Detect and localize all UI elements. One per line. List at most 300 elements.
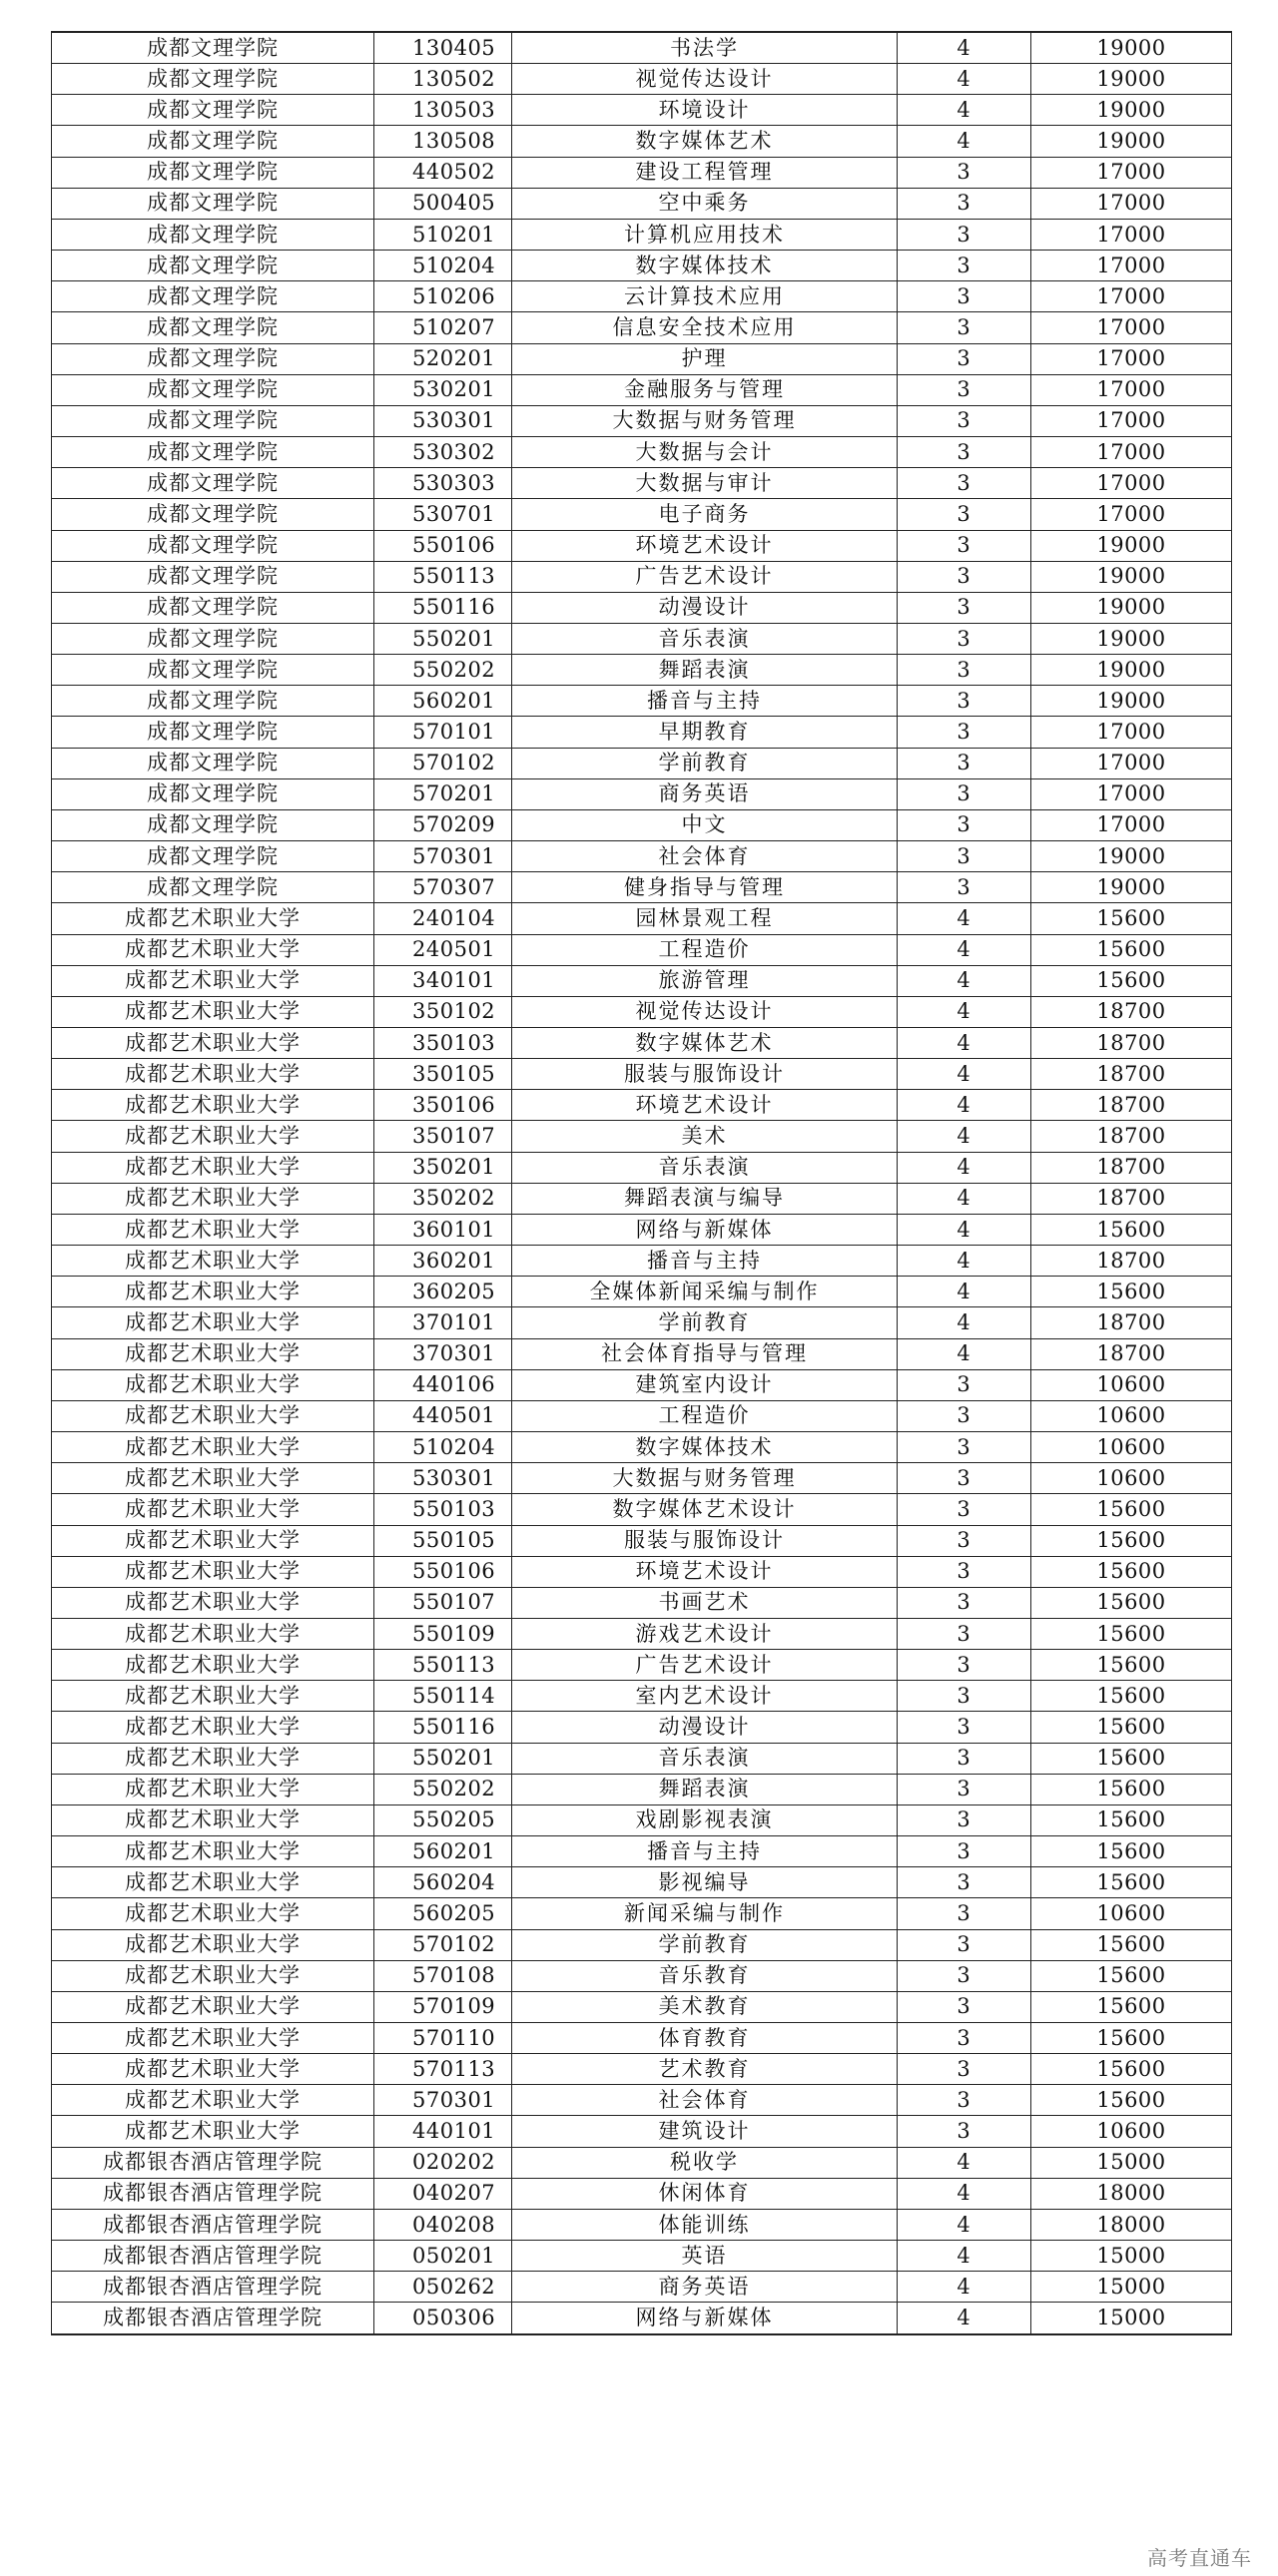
major-code-cell: 530303 — [374, 468, 512, 499]
duration-cell: 3 — [898, 499, 1031, 530]
tuition-cell: 10600 — [1031, 1369, 1232, 1400]
duration-cell: 3 — [898, 717, 1031, 748]
tuition-cell: 19000 — [1031, 872, 1232, 903]
major-code-cell: 440501 — [374, 1400, 512, 1431]
duration-cell: 3 — [898, 1432, 1031, 1463]
table-row — [52, 95, 1232, 126]
major-name-cell: 服装与服饰设计 — [512, 1059, 898, 1090]
major-code-cell: 050262 — [374, 2272, 512, 2303]
major-code-cell: 510206 — [374, 281, 512, 312]
major-code-cell: 560205 — [374, 1898, 512, 1929]
table-row — [52, 405, 1232, 436]
duration-cell: 3 — [898, 1774, 1031, 1804]
major-name-cell: 学前教育 — [512, 1929, 898, 1960]
major-name-cell: 书法学 — [512, 32, 898, 64]
major-code-cell: 350107 — [374, 1121, 512, 1152]
tuition-cell: 18700 — [1031, 1059, 1232, 1090]
table-row — [52, 748, 1232, 778]
tuition-cell: 15000 — [1031, 2272, 1232, 2303]
school-name-cell: 成都文理学院 — [52, 188, 374, 219]
duration-cell: 3 — [898, 2116, 1031, 2147]
duration-cell: 4 — [898, 1338, 1031, 1369]
school-name-cell: 成都艺术职业大学 — [52, 1463, 374, 1494]
tuition-cell: 18700 — [1031, 1338, 1232, 1369]
table-row — [52, 1183, 1232, 1214]
table-row — [52, 251, 1232, 281]
school-name-cell: 成都艺术职业大学 — [52, 965, 374, 996]
school-name-cell: 成都文理学院 — [52, 841, 374, 872]
school-name-cell: 成都艺术职业大学 — [52, 2116, 374, 2147]
duration-cell: 3 — [898, 219, 1031, 250]
school-name-cell: 成都艺术职业大学 — [52, 1618, 374, 1649]
major-code-cell: 570307 — [374, 872, 512, 903]
table-row — [52, 343, 1232, 374]
major-name-cell: 园林景观工程 — [512, 903, 898, 934]
major-code-cell: 130405 — [374, 32, 512, 64]
tuition-cell: 18700 — [1031, 996, 1232, 1027]
table-row — [52, 1307, 1232, 1338]
duration-cell: 4 — [898, 1246, 1031, 1277]
major-code-cell: 550106 — [374, 530, 512, 561]
major-code-cell: 340101 — [374, 965, 512, 996]
major-name-cell: 美术 — [512, 1121, 898, 1152]
major-name-cell: 视觉传达设计 — [512, 64, 898, 95]
table-row — [52, 1960, 1232, 1991]
school-name-cell: 成都文理学院 — [52, 437, 374, 468]
tuition-cell: 15600 — [1031, 934, 1232, 965]
tuition-cell: 18000 — [1031, 2209, 1232, 2240]
table-row — [52, 1929, 1232, 1960]
table-row — [52, 1246, 1232, 1277]
table-row — [52, 1463, 1232, 1494]
major-code-cell: 550205 — [374, 1804, 512, 1835]
major-name-cell: 室内艺术设计 — [512, 1681, 898, 1712]
school-name-cell: 成都文理学院 — [52, 686, 374, 717]
major-code-cell: 130502 — [374, 64, 512, 95]
school-name-cell: 成都文理学院 — [52, 126, 374, 157]
tuition-cell: 18700 — [1031, 1307, 1232, 1338]
school-name-cell: 成都文理学院 — [52, 312, 374, 343]
table-row — [52, 623, 1232, 654]
major-code-cell: 370301 — [374, 1338, 512, 1369]
school-name-cell: 成都艺术职业大学 — [52, 1650, 374, 1681]
school-name-cell: 成都艺术职业大学 — [52, 1960, 374, 1991]
major-name-cell: 体育教育 — [512, 2023, 898, 2054]
duration-cell: 3 — [898, 312, 1031, 343]
school-name-cell: 成都银杏酒店管理学院 — [52, 2241, 374, 2272]
major-name-cell: 艺术教育 — [512, 2054, 898, 2085]
tuition-cell: 15600 — [1031, 1650, 1232, 1681]
major-name-cell: 环境艺术设计 — [512, 1556, 898, 1587]
duration-cell: 3 — [898, 748, 1031, 778]
table-row — [52, 655, 1232, 686]
table-row — [52, 499, 1232, 530]
school-name-cell: 成都文理学院 — [52, 623, 374, 654]
duration-cell: 3 — [898, 872, 1031, 903]
duration-cell: 4 — [898, 1307, 1031, 1338]
table-row — [52, 2241, 1232, 2272]
tuition-cell: 15600 — [1031, 2085, 1232, 2116]
duration-cell: 4 — [898, 1277, 1031, 1307]
school-name-cell: 成都艺术职业大学 — [52, 1307, 374, 1338]
duration-cell: 3 — [898, 1712, 1031, 1743]
major-name-cell: 广告艺术设计 — [512, 1650, 898, 1681]
duration-cell: 4 — [898, 2209, 1031, 2240]
school-name-cell: 成都艺术职业大学 — [52, 1338, 374, 1369]
major-name-cell: 大数据与财务管理 — [512, 405, 898, 436]
school-name-cell: 成都文理学院 — [52, 95, 374, 126]
school-name-cell: 成都文理学院 — [52, 592, 374, 623]
major-name-cell: 建筑室内设计 — [512, 1369, 898, 1400]
major-code-cell: 440502 — [374, 157, 512, 188]
major-code-cell: 550202 — [374, 655, 512, 686]
table-body — [52, 32, 1232, 2334]
tuition-cell: 17000 — [1031, 778, 1232, 809]
school-name-cell: 成都文理学院 — [52, 530, 374, 561]
major-code-cell: 550201 — [374, 1743, 512, 1774]
table-row — [52, 965, 1232, 996]
tuition-cell: 19000 — [1031, 95, 1232, 126]
major-name-cell: 播音与主持 — [512, 1246, 898, 1277]
table-row — [52, 1804, 1232, 1835]
table-row — [52, 1774, 1232, 1804]
duration-cell: 4 — [898, 2178, 1031, 2209]
duration-cell: 3 — [898, 1929, 1031, 1960]
tuition-cell: 17000 — [1031, 717, 1232, 748]
major-name-cell: 动漫设计 — [512, 1712, 898, 1743]
table-row — [52, 686, 1232, 717]
table-row — [52, 717, 1232, 748]
tuition-cell: 19000 — [1031, 655, 1232, 686]
tuition-cell: 19000 — [1031, 561, 1232, 592]
duration-cell: 3 — [898, 251, 1031, 281]
school-name-cell: 成都艺术职业大学 — [52, 1774, 374, 1804]
duration-cell: 4 — [898, 2147, 1031, 2178]
tuition-cell: 15600 — [1031, 1681, 1232, 1712]
major-name-cell: 数字媒体技术 — [512, 1432, 898, 1463]
school-name-cell: 成都艺术职业大学 — [52, 1836, 374, 1867]
major-name-cell: 广告艺术设计 — [512, 561, 898, 592]
school-name-cell: 成都艺术职业大学 — [52, 996, 374, 1027]
duration-cell: 3 — [898, 468, 1031, 499]
duration-cell: 3 — [898, 809, 1031, 840]
major-name-cell: 环境设计 — [512, 95, 898, 126]
school-name-cell: 成都银杏酒店管理学院 — [52, 2303, 374, 2334]
tuition-cell: 15600 — [1031, 1929, 1232, 1960]
school-name-cell: 成都文理学院 — [52, 748, 374, 778]
school-name-cell: 成都文理学院 — [52, 343, 374, 374]
major-name-cell: 建设工程管理 — [512, 157, 898, 188]
table-row — [52, 903, 1232, 934]
tuition-cell: 15600 — [1031, 1774, 1232, 1804]
major-code-cell: 440101 — [374, 2116, 512, 2147]
duration-cell: 3 — [898, 623, 1031, 654]
duration-cell: 3 — [898, 2023, 1031, 2054]
watermark-text: 高考直通车 — [1147, 2546, 1252, 2570]
table-row — [52, 2272, 1232, 2303]
school-name-cell: 成都文理学院 — [52, 499, 374, 530]
duration-cell: 3 — [898, 1804, 1031, 1835]
school-name-cell: 成都艺术职业大学 — [52, 1277, 374, 1307]
tuition-cell: 17000 — [1031, 468, 1232, 499]
tuition-cell: 15600 — [1031, 1556, 1232, 1587]
table-row — [52, 1618, 1232, 1649]
major-name-cell: 商务英语 — [512, 778, 898, 809]
major-name-cell: 网络与新媒体 — [512, 2303, 898, 2334]
table-row — [52, 1525, 1232, 1556]
major-name-cell: 税收学 — [512, 2147, 898, 2178]
school-name-cell: 成都艺术职业大学 — [52, 1214, 374, 1245]
major-name-cell: 数字媒体艺术 — [512, 1028, 898, 1059]
duration-cell: 3 — [898, 1650, 1031, 1681]
major-code-cell: 560201 — [374, 686, 512, 717]
major-code-cell: 350105 — [374, 1059, 512, 1090]
major-code-cell: 530201 — [374, 374, 512, 405]
school-name-cell: 成都文理学院 — [52, 374, 374, 405]
duration-cell: 3 — [898, 1960, 1031, 1991]
school-name-cell: 成都艺术职业大学 — [52, 1681, 374, 1712]
major-name-cell: 音乐表演 — [512, 1743, 898, 1774]
table-row — [52, 2116, 1232, 2147]
major-name-cell: 旅游管理 — [512, 965, 898, 996]
duration-cell: 4 — [898, 1183, 1031, 1214]
tuition-cell: 15600 — [1031, 903, 1232, 934]
major-code-cell: 550201 — [374, 623, 512, 654]
major-code-cell: 530301 — [374, 405, 512, 436]
table-row — [52, 1867, 1232, 1898]
major-code-cell: 050201 — [374, 2241, 512, 2272]
table-row — [52, 2085, 1232, 2116]
major-name-cell: 视觉传达设计 — [512, 996, 898, 1027]
school-name-cell: 成都文理学院 — [52, 157, 374, 188]
tuition-cell: 15600 — [1031, 1804, 1232, 1835]
tuition-cell: 15600 — [1031, 1836, 1232, 1867]
major-name-cell: 舞蹈表演与编导 — [512, 1183, 898, 1214]
major-code-cell: 550202 — [374, 1774, 512, 1804]
tuition-cell: 10600 — [1031, 1463, 1232, 1494]
duration-cell: 4 — [898, 1090, 1031, 1121]
major-code-cell: 350102 — [374, 996, 512, 1027]
table-row — [52, 530, 1232, 561]
tuition-cell: 15000 — [1031, 2147, 1232, 2178]
table-row — [52, 1090, 1232, 1121]
major-code-cell: 550116 — [374, 592, 512, 623]
school-name-cell: 成都文理学院 — [52, 655, 374, 686]
major-code-cell: 510201 — [374, 219, 512, 250]
school-name-cell: 成都艺术职业大学 — [52, 1867, 374, 1898]
major-name-cell: 音乐表演 — [512, 1152, 898, 1183]
tuition-cell: 17000 — [1031, 405, 1232, 436]
table-row — [52, 561, 1232, 592]
table-row — [52, 1369, 1232, 1400]
major-code-cell: 130503 — [374, 95, 512, 126]
duration-cell: 3 — [898, 530, 1031, 561]
tuition-cell: 17000 — [1031, 748, 1232, 778]
major-name-cell: 舞蹈表演 — [512, 655, 898, 686]
tuition-cell: 15600 — [1031, 1712, 1232, 1743]
major-name-cell: 电子商务 — [512, 499, 898, 530]
table-row — [52, 1432, 1232, 1463]
school-name-cell: 成都文理学院 — [52, 32, 374, 64]
school-name-cell: 成都艺术职业大学 — [52, 1152, 374, 1183]
school-name-cell: 成都文理学院 — [52, 778, 374, 809]
school-name-cell: 成都银杏酒店管理学院 — [52, 2178, 374, 2209]
major-code-cell: 550114 — [374, 1681, 512, 1712]
tuition-cell: 17000 — [1031, 312, 1232, 343]
table-row — [52, 64, 1232, 95]
tuition-cell: 17000 — [1031, 188, 1232, 219]
tuition-cell: 18700 — [1031, 1183, 1232, 1214]
major-name-cell: 金融服务与管理 — [512, 374, 898, 405]
table-row — [52, 2209, 1232, 2240]
tuition-cell: 15600 — [1031, 1214, 1232, 1245]
school-name-cell: 成都艺术职业大学 — [52, 1432, 374, 1463]
tuition-cell: 17000 — [1031, 437, 1232, 468]
major-code-cell: 570201 — [374, 778, 512, 809]
major-code-cell: 550113 — [374, 1650, 512, 1681]
table-row — [52, 2054, 1232, 2085]
major-code-cell: 360101 — [374, 1214, 512, 1245]
duration-cell: 3 — [898, 157, 1031, 188]
major-code-cell: 570101 — [374, 717, 512, 748]
major-code-cell: 550103 — [374, 1494, 512, 1525]
duration-cell: 3 — [898, 1587, 1031, 1618]
major-code-cell: 040208 — [374, 2209, 512, 2240]
major-name-cell: 体能训练 — [512, 2209, 898, 2240]
school-name-cell: 成都艺术职业大学 — [52, 1090, 374, 1121]
major-name-cell: 休闲体育 — [512, 2178, 898, 2209]
school-name-cell: 成都艺术职业大学 — [52, 1929, 374, 1960]
school-name-cell: 成都艺术职业大学 — [52, 1121, 374, 1152]
table-row — [52, 1152, 1232, 1183]
tuition-cell: 10600 — [1031, 1898, 1232, 1929]
school-name-cell: 成都文理学院 — [52, 561, 374, 592]
major-code-cell: 020202 — [374, 2147, 512, 2178]
major-code-cell: 440106 — [374, 1369, 512, 1400]
major-code-cell: 550113 — [374, 561, 512, 592]
major-name-cell: 社会体育 — [512, 841, 898, 872]
major-code-cell: 570102 — [374, 748, 512, 778]
table-row — [52, 468, 1232, 499]
major-code-cell: 550109 — [374, 1618, 512, 1649]
major-name-cell: 播音与主持 — [512, 1836, 898, 1867]
major-code-cell: 360205 — [374, 1277, 512, 1307]
table-row — [52, 934, 1232, 965]
table-row — [52, 1712, 1232, 1743]
duration-cell: 3 — [898, 1991, 1031, 2022]
tuition-cell: 15600 — [1031, 1618, 1232, 1649]
school-name-cell: 成都艺术职业大学 — [52, 1246, 374, 1277]
table-row — [52, 1028, 1232, 1059]
school-name-cell: 成都艺术职业大学 — [52, 1525, 374, 1556]
tuition-cell: 15600 — [1031, 1587, 1232, 1618]
table-row — [52, 2147, 1232, 2178]
tuition-cell: 10600 — [1031, 1400, 1232, 1431]
school-name-cell: 成都文理学院 — [52, 468, 374, 499]
major-name-cell: 环境艺术设计 — [512, 1090, 898, 1121]
duration-cell: 4 — [898, 934, 1031, 965]
tuition-cell: 18700 — [1031, 1121, 1232, 1152]
duration-cell: 4 — [898, 126, 1031, 157]
school-name-cell: 成都艺术职业大学 — [52, 903, 374, 934]
major-code-cell: 570113 — [374, 2054, 512, 2085]
tuition-cell: 18700 — [1031, 1152, 1232, 1183]
duration-cell: 4 — [898, 64, 1031, 95]
table-row — [52, 219, 1232, 250]
duration-cell: 4 — [898, 903, 1031, 934]
duration-cell: 4 — [898, 32, 1031, 64]
tuition-cell: 15600 — [1031, 1494, 1232, 1525]
school-name-cell: 成都艺术职业大学 — [52, 1556, 374, 1587]
duration-cell: 3 — [898, 1400, 1031, 1431]
major-name-cell: 书画艺术 — [512, 1587, 898, 1618]
major-name-cell: 舞蹈表演 — [512, 1774, 898, 1804]
major-name-cell: 大数据与审计 — [512, 468, 898, 499]
major-name-cell: 护理 — [512, 343, 898, 374]
duration-cell: 3 — [898, 686, 1031, 717]
duration-cell: 3 — [898, 1836, 1031, 1867]
tuition-cell: 19000 — [1031, 592, 1232, 623]
duration-cell: 3 — [898, 655, 1031, 686]
tuition-cell: 19000 — [1031, 530, 1232, 561]
major-name-cell: 英语 — [512, 2241, 898, 2272]
major-name-cell: 早期教育 — [512, 717, 898, 748]
major-code-cell: 550106 — [374, 1556, 512, 1587]
major-name-cell: 大数据与会计 — [512, 437, 898, 468]
duration-cell: 4 — [898, 1059, 1031, 1090]
table-row — [52, 312, 1232, 343]
duration-cell: 3 — [898, 343, 1031, 374]
major-name-cell: 游戏艺术设计 — [512, 1618, 898, 1649]
table-row — [52, 1059, 1232, 1090]
major-code-cell: 530701 — [374, 499, 512, 530]
major-name-cell: 学前教育 — [512, 1307, 898, 1338]
major-code-cell: 530302 — [374, 437, 512, 468]
duration-cell: 3 — [898, 1494, 1031, 1525]
major-code-cell: 570108 — [374, 1960, 512, 1991]
table-row — [52, 1681, 1232, 1712]
school-name-cell: 成都文理学院 — [52, 405, 374, 436]
duration-cell: 4 — [898, 2303, 1031, 2334]
school-name-cell: 成都艺术职业大学 — [52, 1369, 374, 1400]
table-row — [52, 2178, 1232, 2209]
table-row — [52, 1400, 1232, 1431]
table-row — [52, 188, 1232, 219]
school-name-cell: 成都艺术职业大学 — [52, 1587, 374, 1618]
duration-cell: 4 — [898, 2241, 1031, 2272]
duration-cell: 3 — [898, 188, 1031, 219]
school-name-cell: 成都艺术职业大学 — [52, 1028, 374, 1059]
major-code-cell: 550105 — [374, 1525, 512, 1556]
major-name-cell: 环境艺术设计 — [512, 530, 898, 561]
tuition-cell: 18700 — [1031, 1028, 1232, 1059]
table-row — [52, 157, 1232, 188]
tuition-cell: 10600 — [1031, 2116, 1232, 2147]
major-name-cell: 戏剧影视表演 — [512, 1804, 898, 1835]
major-name-cell: 社会体育 — [512, 2085, 898, 2116]
school-name-cell: 成都银杏酒店管理学院 — [52, 2272, 374, 2303]
tuition-cell: 15600 — [1031, 1277, 1232, 1307]
duration-cell: 3 — [898, 374, 1031, 405]
table-row — [52, 437, 1232, 468]
school-name-cell: 成都文理学院 — [52, 809, 374, 840]
tuition-table — [51, 31, 1232, 2335]
major-name-cell: 健身指导与管理 — [512, 872, 898, 903]
duration-cell: 3 — [898, 405, 1031, 436]
tuition-cell: 15600 — [1031, 1960, 1232, 1991]
major-code-cell: 550107 — [374, 1587, 512, 1618]
tuition-cell: 15600 — [1031, 1743, 1232, 1774]
